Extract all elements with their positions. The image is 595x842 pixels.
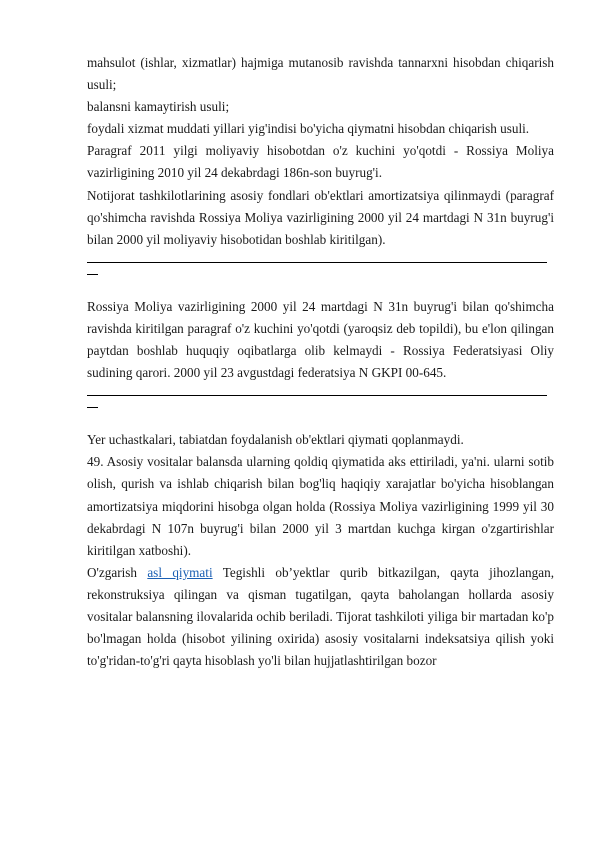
divider-line — [87, 251, 547, 263]
divider-line — [87, 384, 547, 396]
paragraph-1: mahsulot (ishlar, xizmatlar) hajmiga mutanosib ravishda tannarxni hisobdan chiqarish usuli; — [87, 55, 554, 93]
paragraph-9-prefix: O'zgarish — [87, 564, 148, 580]
paragraph-3: foydali xizmat muddati yillari yig'indisi bo'yicha qiymatni hisobdan chiqarish usuli. — [87, 121, 530, 137]
section-divider-1 — [87, 251, 554, 296]
paragraph-9 — [87, 562, 554, 672]
paragraph-4: Paragraf 2011 yilgi moliyaviy hisobotdan o'z kuchini yo'qotdi - Rossiya Moliya vazirligining 2010 yil 24 dekabrdagi 186n-son buyrug'i. — [87, 143, 554, 181]
paragraph-8: 49. Asosiy vositalar balansda ularning qoldiq qiymatida aks ettiriladi, ya'ni. ularni sotib olish, qurish va ishlab chiqarish bilan bog'liq haqiqiy xarajatlar bo'yicha hisoblangan amortizatsiya miqdorini hisobga olgan holda (Rossiya Moliya vazirligining 1999 yil 30 dekabrdagi N 107n buyrug'i bilan 2000 yil 3 martdan kuchga kirgan o'zgartirishlar kiritilgan xatboshi). — [87, 454, 554, 558]
section-divider-2 — [87, 384, 554, 429]
divider-dash — [87, 407, 98, 408]
paragraph-7: Yer uchastkalari, tabiatdan foydalanish ob'ektlari qiymati qoplanmaydi. — [87, 432, 464, 448]
paragraph-9-text: Tegishli obʼyektlar qurib bitkazilgan, qayta jihozlangan, rekonstruksiya qilingan va qisman tugatilgan, qayta baholangan hollarda asosiy vositalar balansning ilovalarida ochib beriladi. Tijorat tashkiloti yiliga bir martadan ko'p bo'lmagan holda (hisobot yilining oxirida) asosiy vositalarni indeksatsiya qilish yoki to'g'ridan-to'g'ri qayta hisoblash yo'li bilan hujjatlashtirilgan bozor — [87, 564, 554, 669]
divider-dash — [87, 274, 98, 275]
paragraph-6: Rossiya Moliya vazirligining 2000 yil 24 martdagi N 31n buyrug'i bilan qo'shimcha ravishda kiritilgan paragraf o'z kuchini yo'qotdi (yaroqsiz deb topildi), bu e'lon qilingan paytdan boshlab huquqiy oqibatlarga olib kelmaydi - Rossiya Federatsiyasi Oliy sudining qarori. 2000 yil 23 avgustdagi federatsiya N GKPI 00-645. — [87, 298, 554, 381]
paragraph-5: Notijorat tashkilotlarining asosiy fondlari ob'ektlari amortizatsiya qilinmaydi (paragraf qo'shimcha ravishda Rossiya Moliya vazirligining 2000 yil 24 martdagi N 31n buyrug'i bilan 2000 yil moliyaviy hisobotidan boshlab kiritilgan). — [87, 187, 554, 247]
document-page — [87, 52, 554, 672]
original-cost-link[interactable]: asl qiymati — [147, 564, 213, 580]
paragraph-2: balansni kamaytirish usuli; — [87, 99, 230, 115]
